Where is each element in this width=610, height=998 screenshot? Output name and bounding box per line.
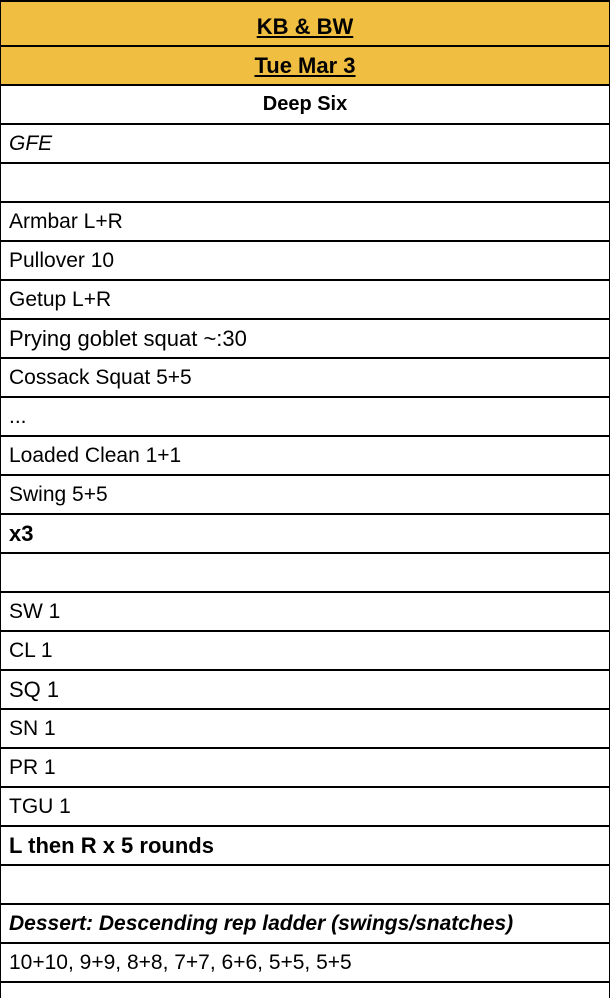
row-gfe: GFE (1, 125, 609, 164)
row-getup: Getup L+R (1, 281, 609, 320)
row-pullover: Pullover 10 (1, 242, 609, 281)
row-sw: SW 1 (1, 593, 609, 632)
row-tgu: TGU 1 (1, 788, 609, 827)
row-ellipsis: ... (1, 398, 609, 437)
section-title: Deep Six (1, 86, 609, 125)
row-loaded-clean: Loaded Clean 1+1 (1, 437, 609, 476)
row-prying-goblet-squat: Prying goblet squat ~:30 (1, 320, 609, 359)
row-swing: Swing 5+5 (1, 476, 609, 515)
row-blank-1 (1, 164, 609, 203)
sheet-date: Tue Mar 3 (1, 47, 609, 86)
row-blank-3 (1, 866, 609, 905)
row-rounds: L then R x 5 rounds (1, 827, 609, 866)
row-armbar: Armbar L+R (1, 203, 609, 242)
row-dessert: Dessert: Descending rep ladder (swings/snatches) (1, 905, 609, 944)
row-blank-2 (1, 554, 609, 593)
row-sq: SQ 1 (1, 671, 609, 710)
row-ladder: 10+10, 9+9, 8+8, 7+7, 6+6, 5+5, 5+5 (1, 944, 609, 983)
row-pr: PR 1 (1, 749, 609, 788)
row-x3: x3 (1, 515, 609, 554)
row-sn: SN 1 (1, 710, 609, 749)
sheet-title: KB & BW (1, 0, 609, 47)
row-cossack-squat: Cossack Squat 5+5 (1, 359, 609, 398)
row-cl: CL 1 (1, 632, 609, 671)
